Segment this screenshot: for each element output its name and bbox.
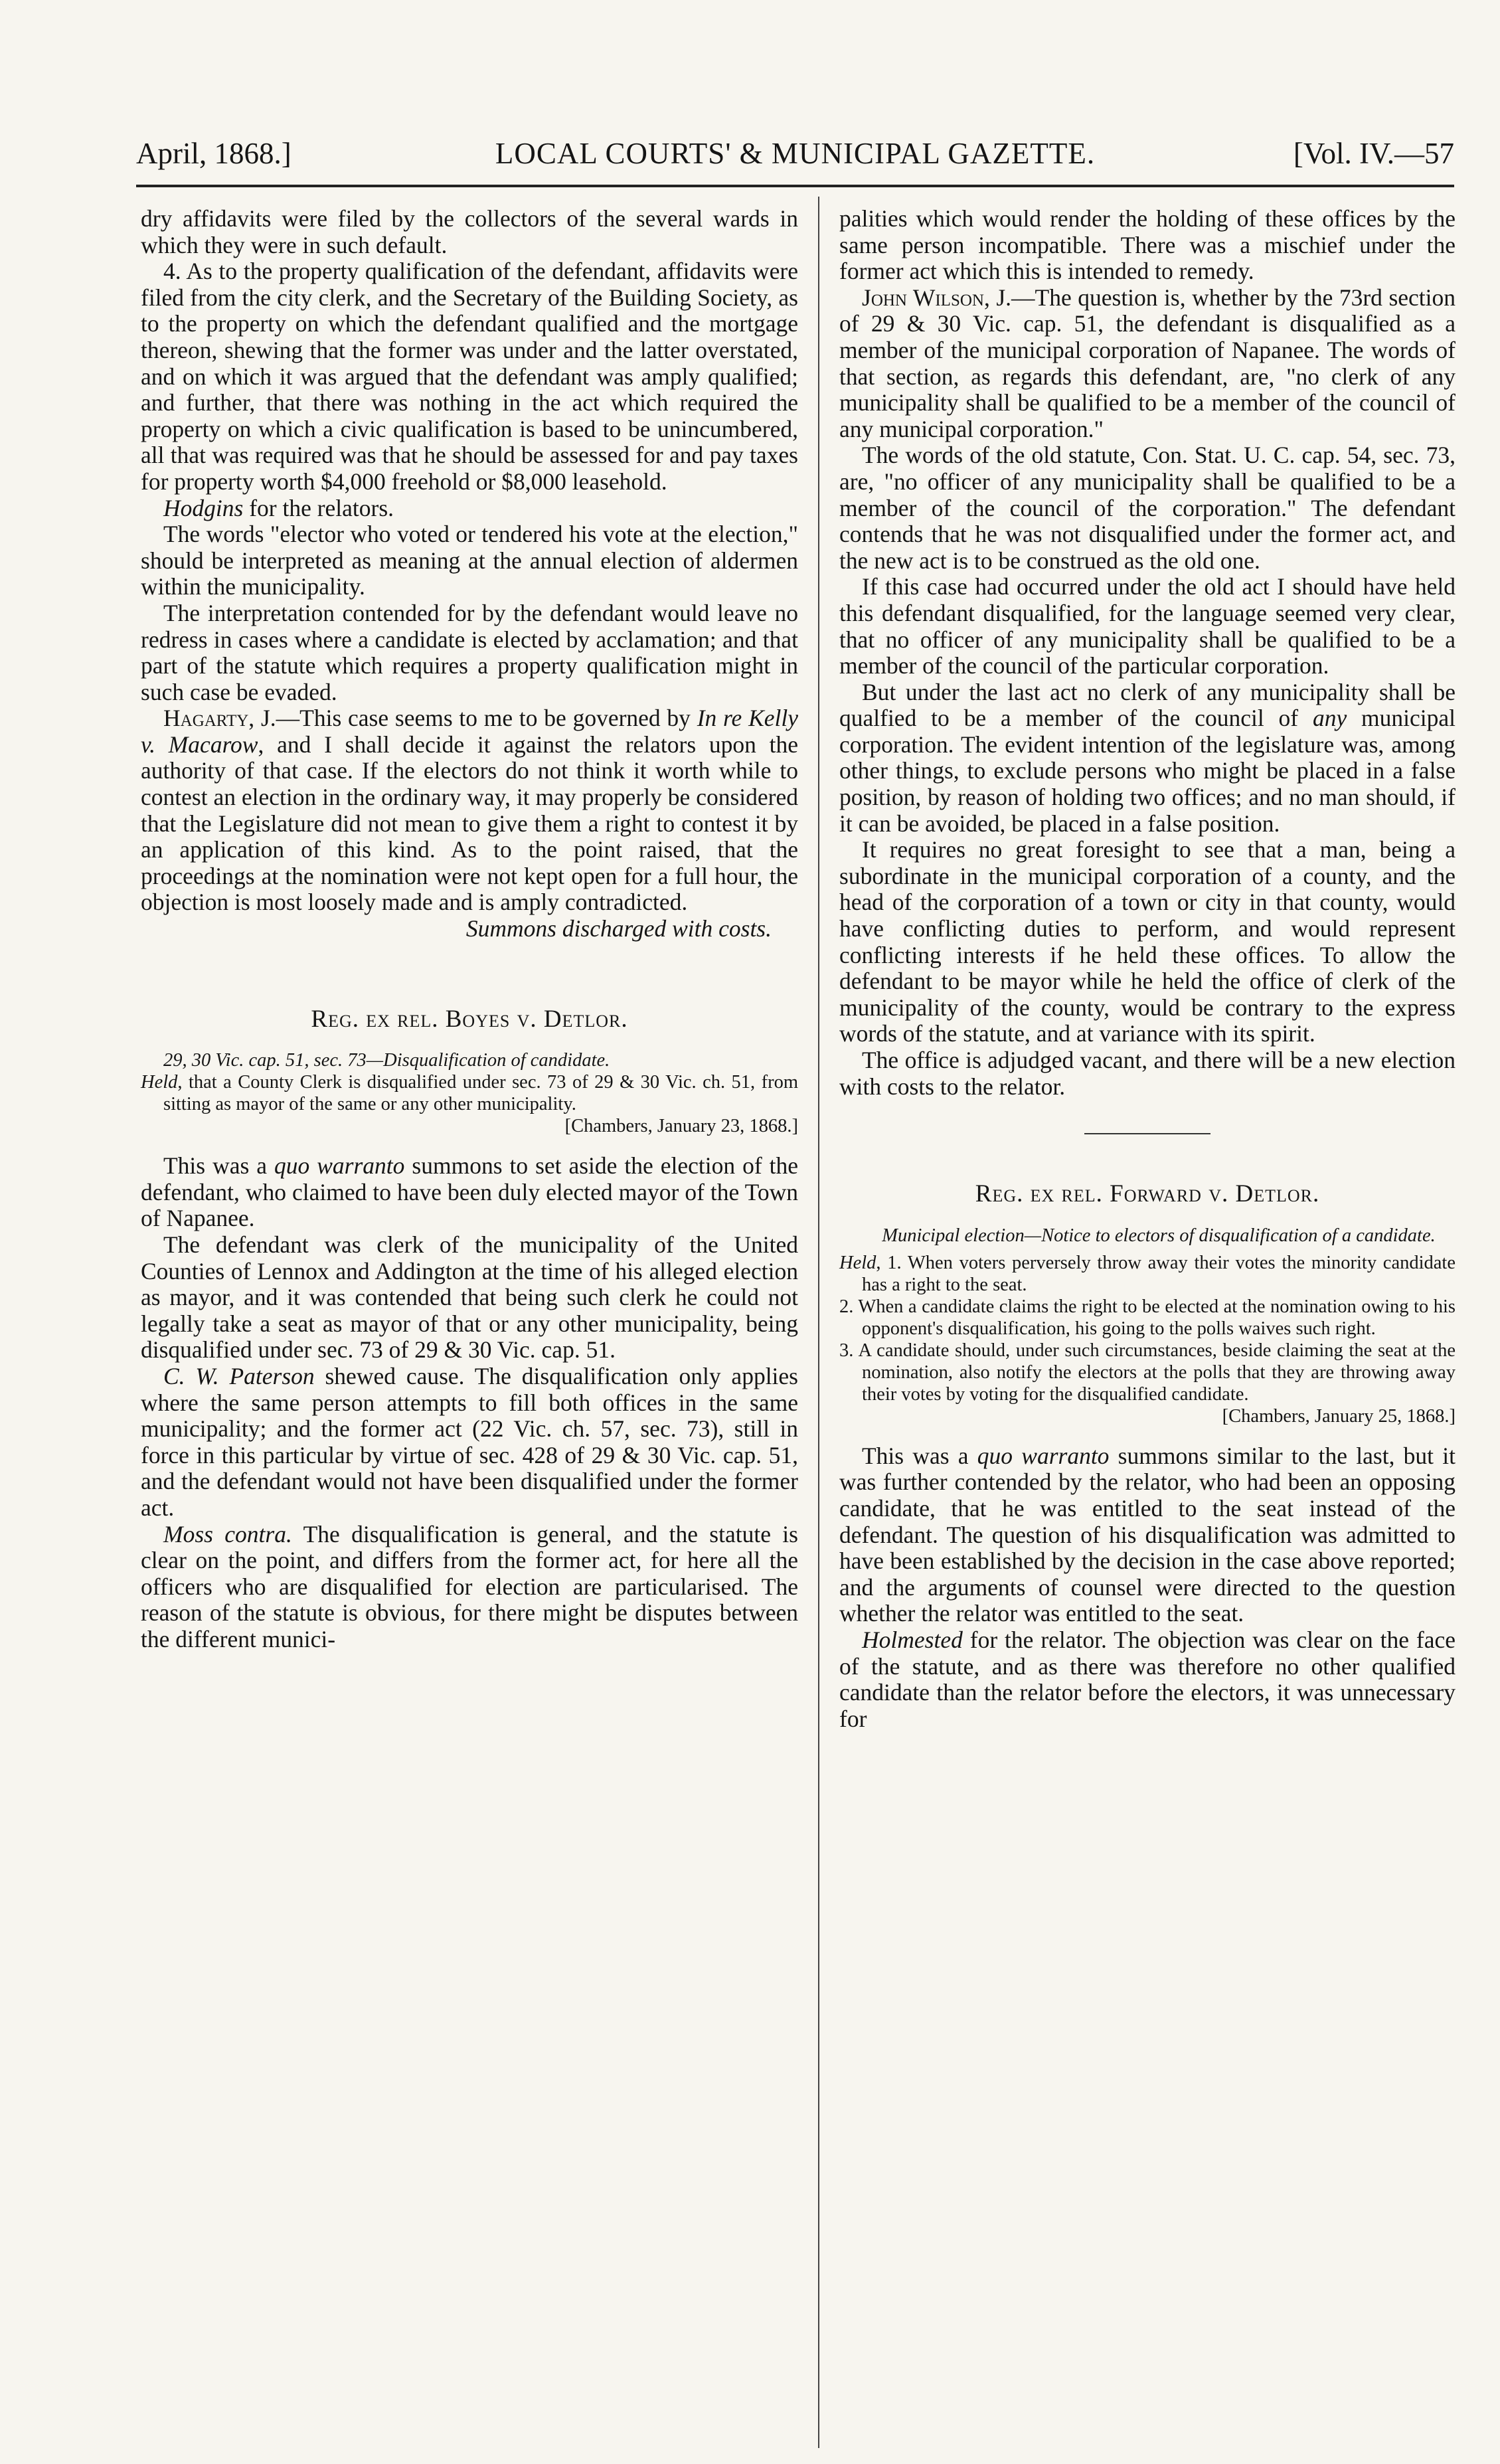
counsel-name: Hodgins bbox=[163, 494, 244, 521]
counsel-name: Holmested bbox=[862, 1626, 963, 1653]
paragraph: But under the last act no clerk of any municipality shall be qualfied to be a member of the council of any municipal corporation. The evident intention of the legislature was, among other things, to exclude persons who might be placed in a false position, by reason of holding two offices; and no man should, if it can be avoided, be placed in a false position. bbox=[839, 678, 1456, 837]
paragraph: The words of the old statute, Con. Stat. U. C. cap. 54, sec. 73, are, "no officer of any municipality shall be qualified to be a member of the council of the corporation." The defendant contends that he was not disqualified under the former act, and the new act is to be construed as the old one. bbox=[839, 442, 1456, 574]
paragraph: The defendant was clerk of the municipality of the United Counties of Lennox and Addington at the time of his alleged election as mayor, and it was contended that being such clerk he could not legally take a seat as mayor of that or any other municipality, being disqualified under sec. 73 of 29 & 30 Vic. cap. 51. bbox=[141, 1231, 798, 1364]
paragraph: The office is adjudged vacant, and there will be a new election with costs to the relator. bbox=[839, 1047, 1456, 1100]
headnote-held: 2. When a candidate claims the right to be elected at the nomination owing to his opponent's disqualification, his going to the polls waives such right. bbox=[839, 1296, 1456, 1339]
running-header bbox=[136, 130, 1454, 177]
right-column bbox=[839, 206, 1456, 1732]
paragraph: John Wilson, J.—The question is, whether by the 73rd section of 29 & 30 Vic. cap. 51, the defendant is disqualified as a member of the municipal corporation of Napanee. The words of that section, as regards this defendant, are, "no clerk of any municipality shall be qualified to be a member of the council of any municipal corporation." bbox=[839, 284, 1456, 442]
disposition: Summons discharged with costs. bbox=[465, 915, 772, 942]
column-divider bbox=[818, 197, 819, 2448]
paragraph: Hodgins for the relators. bbox=[163, 494, 394, 521]
headnote-topic: 29, 30 Vic. cap. 51, sec. 73—Disqualification of candidate. bbox=[163, 1050, 610, 1071]
court-date: [Chambers, January 23, 1868.] bbox=[564, 1116, 798, 1137]
paragraph: The interpretation contended for by the defendant would leave no redress in cases where a candidate is elected by acclamation; and that part of the statute which requires a property qualification might in such case be evaded. bbox=[141, 599, 798, 705]
case-citation: In re Kelly v. Macarow bbox=[141, 705, 798, 758]
judge-name: John Wilson, J. bbox=[862, 284, 1012, 311]
paragraph: This was a quo warranto summons to set aside the election of the defendant, who claimed to have been duly elected mayor of the Town of Napanee. bbox=[141, 1152, 798, 1232]
case-title: Reg. ex rel. Forward v. Detlor. bbox=[975, 1180, 1320, 1208]
judge-name: Hagarty, J. bbox=[163, 705, 276, 732]
counsel-name: Moss contra. bbox=[163, 1520, 292, 1547]
section-rule bbox=[1084, 1133, 1210, 1134]
headnote-topic: Municipal election—Notice to electors of disqualification of a candidate. bbox=[882, 1225, 1436, 1246]
paragraph: The words "elector who voted or tendered his vote at the election," should be interpreted as meaning at the annual election of aldermen within the municipality. bbox=[141, 521, 798, 600]
header-volume: [Vol. IV.—57 bbox=[1293, 137, 1454, 170]
header-title: LOCAL COURTS' & MUNICIPAL GAZETTE. bbox=[495, 137, 1096, 170]
paragraph: Holmested for the relator. The objection was clear on the face of the statute, and as there was therefore no other qualified candidate than the relator before the electors, it was unnecessary for bbox=[839, 1626, 1456, 1732]
paragraph: Hagarty, J.—This case seems to me to be governed by In re Kelly v. Macarow, and I shall decide it against the relators upon the authority of that case. If the electors do not think it worth while to contest an election in the ordinary way, it may properly be considered that the Legislature did not mean to give them a right to contest it by an application of this kind. As to the point raised, that the proceedings at the nomination were not kept open for a full hour, the objection is most loosely made and is amply contradicted. bbox=[141, 705, 798, 916]
court-date: [Chambers, January 25, 1868.] bbox=[1222, 1405, 1456, 1427]
headnote-held: Held, that a County Clerk is disqualified under sec. 73 of 29 & 30 Vic. ch. 51, from sitting as mayor of the same or any other municipality. bbox=[141, 1072, 798, 1115]
paragraph: It requires no great foresight to see that a man, being a subordinate in the municipal corporation of a county, and the head of the corporation of a town or city in that county, would have conflicting duties to perform, and would represent conflicting interests if he held these offices. To allow the defendant to be mayor while he held the office of clerk of the municipality of the county, would be contrary to the express words of the statute, and at variance with its spirit. bbox=[839, 836, 1456, 1047]
left-column bbox=[141, 206, 798, 1653]
header-rule bbox=[136, 185, 1454, 187]
paragraph: This was a quo warranto summons similar to the last, but it was further contended by the relator, who had been an opposing candidate, that he was entitled to the seat instead of the defendant. The question of his disqualification was admitted to have been established by the decision in the case above reported; and the arguments of counsel were directed to the question whether the relator was entitled to the seat. bbox=[839, 1442, 1456, 1627]
paragraph: palities which would render the holding of these offices by the same person incompatible. There was a mischief under the former act which this is intended to remedy. bbox=[839, 205, 1456, 285]
paragraph: 4. As to the property qualification of the defendant, affidavits were filed from the city clerk, and the Secretary of the Building Society, as to the property on which the defendant qualified and the mortgage thereon, shewing that the former was under and the latter overstated, and on which it was argued that the defendant was amply qualified; and further, that there was nothing in the act which required the property on which a civic qualification is based to be unincumbered, all that was required was that he should be assessed for and pay taxes for property worth $4,000 freehold or $8,000 leasehold. bbox=[141, 258, 798, 495]
paragraph: dry affidavits were filed by the collectors of the several wards in which they were in such default. bbox=[141, 205, 798, 258]
paragraph: If this case had occurred under the old act I should have held this defendant disqualified, for the language seemed very clear, that no officer of any municipality shall be qualified to be a member of the council of the particular corporation. bbox=[839, 573, 1456, 679]
counsel-name: C. W. Paterson bbox=[163, 1362, 315, 1389]
headnote-held: Held, 1. When voters perversely throw away their votes the minority candidate has a right to the seat. bbox=[839, 1252, 1456, 1295]
headnote-held: 3. A candidate should, under such circumstances, beside claiming the seat at the nomination, also notify the electors at the polls that they are throwing away their votes by voting for the disqualified candidate. bbox=[839, 1340, 1456, 1405]
header-date: April, 1868.] bbox=[136, 137, 292, 170]
paragraph: Moss contra. The disqualification is general, and the statute is clear on the point, and differs from the former act, for here all the officers who are disqualified for election are particularised. The reason of the statute is obvious, for there might be disputes between the different munici- bbox=[141, 1520, 798, 1652]
paragraph: C. W. Paterson shewed cause. The disqualification only applies where the same person attempts to fill both offices in the same municipality; and the former act (22 Vic. ch. 57, sec. 73), still in force in this particular by virtue of sec. 428 of 29 & 30 Vic. cap. 51, and the defendant would not have been disqualified under the former act. bbox=[141, 1362, 798, 1521]
case-title: Reg. ex rel. Boyes v. Detlor. bbox=[311, 1005, 628, 1033]
